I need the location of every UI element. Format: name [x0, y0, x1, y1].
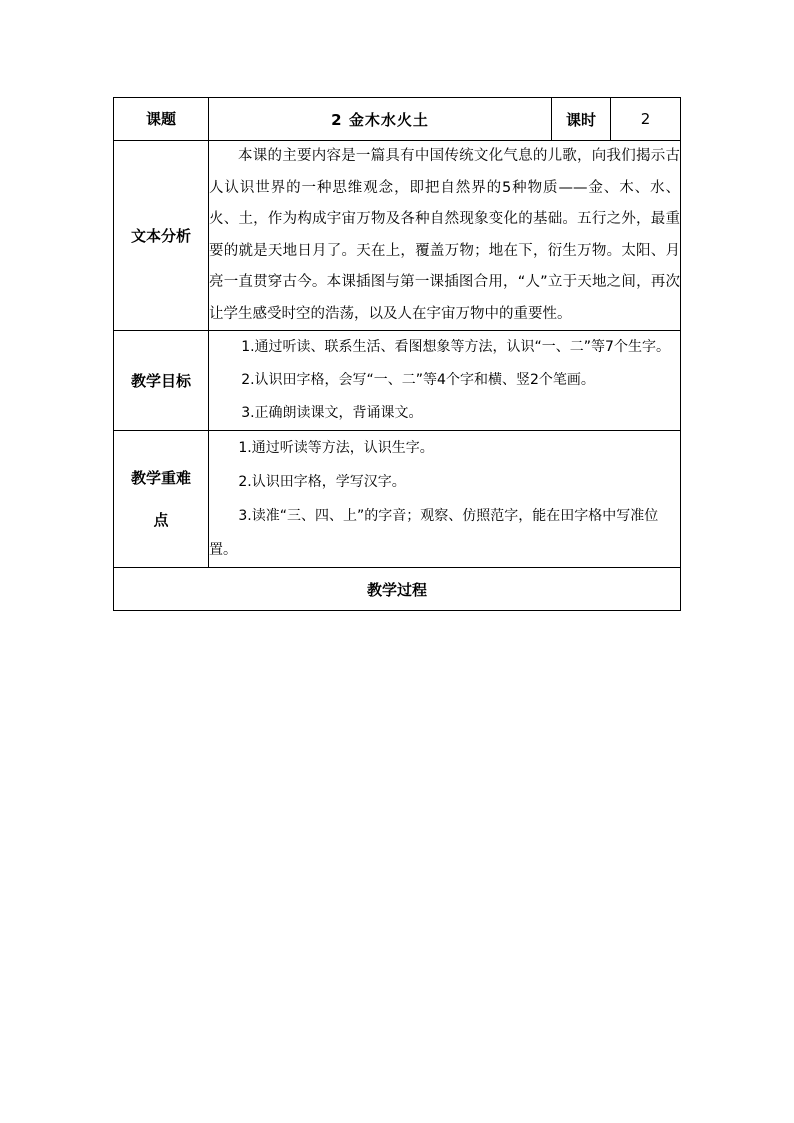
lesson-plan-table [113, 97, 681, 611]
key-point-item-3: 3.读准“三、四、上”的字音；观察、仿照范字，能在田字格中写准位置。 [209, 508, 659, 558]
lesson-title: 2 金木水火土 [209, 98, 552, 141]
goal-item-1: 1.通过听读、联系生活、看图想象等方法，认识“一、二”等7个生字。 [241, 339, 670, 355]
goal-item-3: 3.正确朗读课文，背诵课文。 [241, 405, 423, 421]
key-point-item-2: 2.认识田字格，学写汉字。 [238, 474, 406, 490]
goal-item-2: 2.认识田字格，会写“一、二”等4个字和横、竖2个笔画。 [241, 372, 595, 388]
goals-row [114, 331, 681, 431]
hours-label: 课时 [552, 98, 611, 141]
process-row [114, 568, 681, 611]
key-points-label: 教学重难点 [114, 431, 209, 568]
topic-label: 课题 [114, 98, 209, 141]
key-point-item-1: 1.通过听读等方法，认识生字。 [238, 440, 434, 456]
analysis-label: 文本分析 [114, 141, 209, 331]
header-row [114, 98, 681, 141]
analysis-row [114, 141, 681, 331]
goals-cell [209, 331, 681, 431]
process-heading: 教学过程 [114, 568, 681, 611]
key-points-row [114, 431, 681, 568]
hours-value: 2 [611, 98, 681, 141]
analysis-cell [209, 141, 681, 331]
analysis-text: 本课的主要内容是一篇具有中国传统文化气息的儿歌，向我们揭示古人认识世界的一种思维观念，即把自然界的5种物质——金、木、水、火、土，作为构成宇宙万物及各种自然现象变化的基础。五行之外，最重要的就是天地日月了。天在上，覆盖万物；地在下，衍生万物。太阳、月亮一直贯穿古今。本课插图与第一课插图合用，“人”立于天地之间，再次让学生感受时空的浩荡，以及人在宇宙万物中的重要性。 [209, 148, 680, 322]
goals-label: 教学目标 [114, 331, 209, 431]
key-points-cell [209, 431, 681, 568]
